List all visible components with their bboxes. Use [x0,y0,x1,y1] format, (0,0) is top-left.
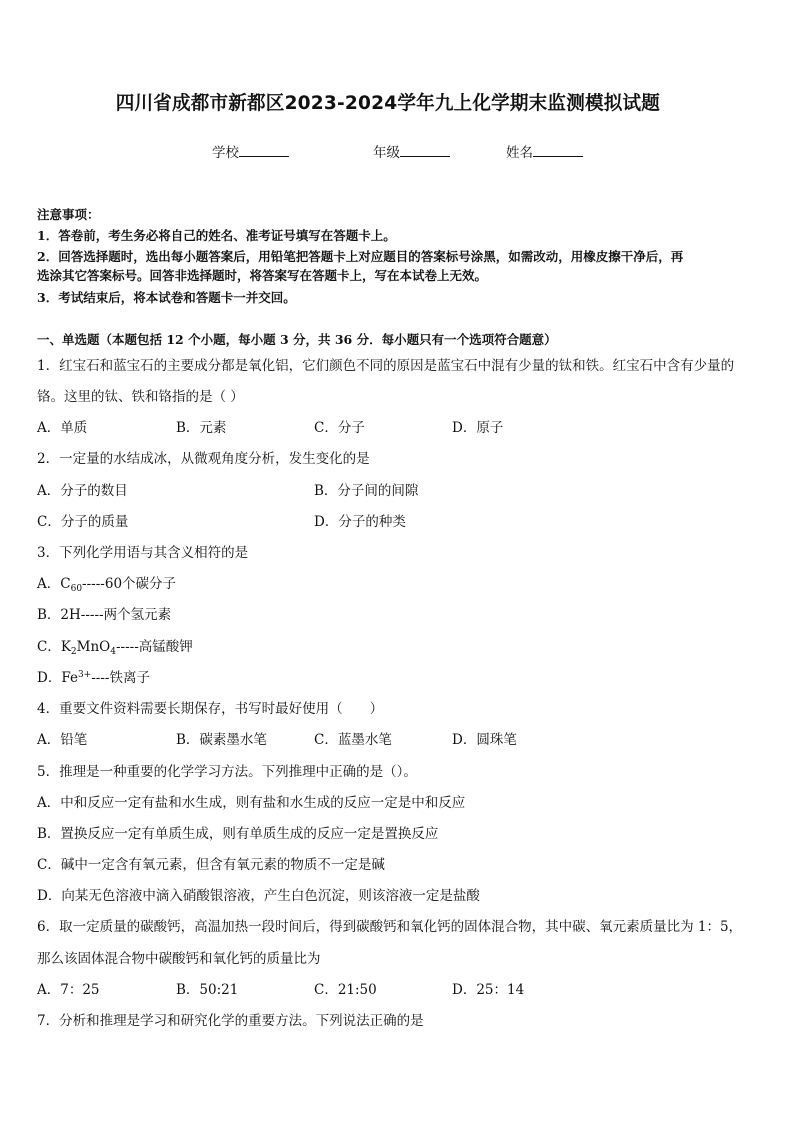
q3-c-prefix: C．K [37,639,71,655]
q3-d-rest: ----铁离子 [91,670,150,686]
q3-option-c[interactable] [37,635,193,657]
q4-option-d[interactable]: D．圆珠笔 [452,732,517,748]
q3-c-subscript-1: 2 [70,647,77,657]
school-label: 学校 [212,145,239,161]
school-blank[interactable] [239,144,289,157]
q4-stem: 4．重要文件资料需要长期保存，书写时最好使用（ ） [37,701,384,717]
q2-option-a[interactable]: A．分子的数目 [37,483,128,499]
grade-field [373,141,450,161]
q3-a-prefix: A．C [37,576,71,592]
q6-option-a[interactable]: A．7：25 [37,982,100,998]
q6-option-b[interactable]: B．50:21 [176,982,239,998]
grade-label: 年级 [373,145,400,161]
notice-item-1: 1．答卷前，考生务必将自己的姓名、准考证号填写在答题卡上。 [37,228,396,243]
q2-option-c[interactable]: C．分子的质量 [37,514,129,530]
q3-a-rest: -----60个碳分子 [82,576,177,592]
q5-option-d[interactable]: D．向某无色溶液中滴入硝酸银溶液，产生白色沉淀，则该溶液一定是盐酸 [37,888,480,904]
q1-option-c[interactable]: C．分子 [314,420,365,436]
name-field [506,141,583,161]
q2-stem: 2．一定量的水结成冰，从微观角度分析，发生变化的是 [37,451,370,467]
q2-option-b[interactable]: B．分子间的间隙 [314,483,419,499]
q3-d-superscript: 3+ [77,670,92,680]
q4-option-b[interactable]: B．碳素墨水笔 [176,732,267,748]
q6-option-c[interactable]: C．21:50 [314,982,377,998]
q4-option-a[interactable]: A．铅笔 [37,732,88,748]
name-blank[interactable] [533,144,583,157]
q3-c-subscript-2: 4 [110,647,116,657]
q5-option-a[interactable]: A．中和反应一定有盐和水生成，则有盐和水生成的反应一定是中和反应 [37,795,466,811]
grade-blank[interactable] [400,144,450,157]
name-label: 姓名 [506,145,533,161]
q6-stem-line-1: 6．取一定质量的碳酸钙，高温加热一段时间后，得到碳酸钙和氧化钙的固体混合物，其中碳、氧元素质量比为 1：5， [37,919,743,935]
q1-stem-line-1: 1．红宝石和蓝宝石的主要成分都是氧化铝，它们颜色不同的原因是蓝宝石中混有少量的钛和铁。红宝石中含有少量的 [37,358,735,374]
q3-option-d[interactable] [37,666,150,686]
q3-c-rest: -----高锰酸钾 [115,639,193,655]
notice-item-3: 3．考试结束后，将本试卷和答题卡一并交回。 [37,290,296,305]
q3-option-b[interactable]: B．2H-----两个氢元素 [37,607,172,623]
q3-d-prefix: D．Fe [37,670,78,686]
school-field [212,141,289,161]
notice-item-2-line-2: 选涂其它答案标号。回答非选择题时，将答案写在答题卡上，写在本试卷上无效。 [37,268,488,283]
q5-option-b[interactable]: B．置换反应一定有单质生成，则有单质生成的反应一定是置换反应 [37,826,439,842]
q1-option-d[interactable]: D．原子 [452,420,504,436]
q5-stem: 5．推理是一种重要的化学学习方法。下列推理中正确的是（）。 [37,764,417,780]
q2-option-d[interactable]: D．分子的种类 [314,514,406,530]
q1-option-b[interactable]: B．元素 [176,420,227,436]
notice-item-2-line-1: 2．回答选择题时，选出每小题答案后，用铅笔把答题卡上对应题目的答案标号涂黑，如需改动，用橡皮擦干净后，再 [37,249,684,264]
q4-option-c[interactable]: C．蓝墨水笔 [314,732,392,748]
q6-stem-line-2: 那么该固体混合物中碳酸钙和氧化钙的质量比为 [37,951,321,967]
q1-stem-line-2: 铬。这里的钛、铁和铬指的是（ ） [37,389,244,405]
q3-stem: 3．下列化学用语与其含义相符的是 [37,545,249,561]
q1-option-a[interactable]: A．单质 [37,420,88,436]
q5-option-c[interactable]: C．碱中一定含有氧元素，但含有氧元素的物质不一定是碱 [37,857,385,873]
q6-option-d[interactable]: D．25：14 [452,982,525,998]
notice-heading: 注意事项： [37,207,100,222]
q7-stem: 7．分析和推理是学习和研究化学的重要方法。下列说法正确的是 [37,1013,424,1029]
page-title: 四川省成都市新都区2023-2024学年九上化学期末监测模拟试题 [115,92,660,114]
q3-option-a[interactable] [37,572,176,594]
q3-a-subscript: 60 [70,584,83,594]
section-heading: 一、单选题（本题包括 12 个小题，每小题 3 分，共 36 分．每小题只有一个选项符合题意） [37,332,557,347]
q3-c-mid: MnO [76,639,111,655]
